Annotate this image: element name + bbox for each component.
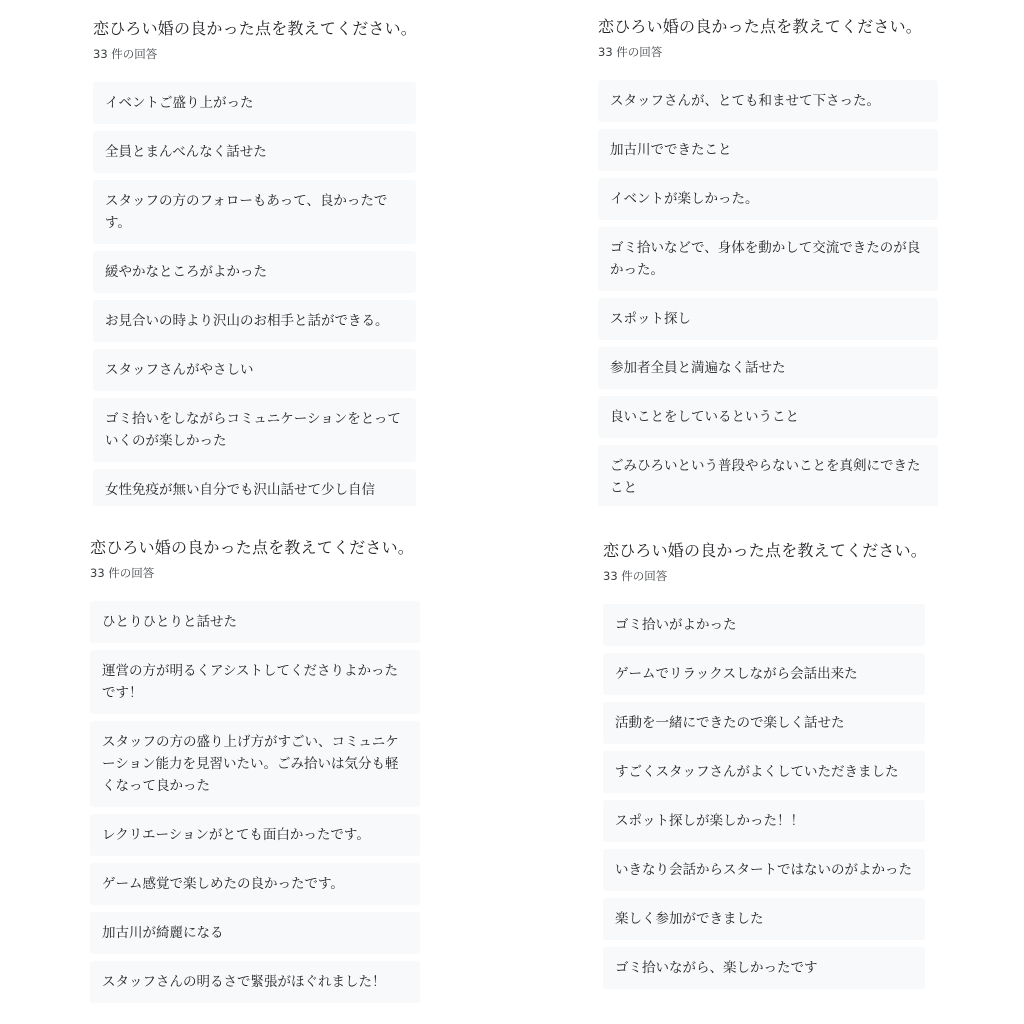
response-panel-bottom-left	[90, 537, 422, 1017]
answer-item: スタッフさんが、とても和ませて下さった。	[598, 80, 938, 122]
answer-item: 楽しく参加ができました	[603, 898, 925, 940]
question-title: 恋ひろい婚の良かった点を教えてください。	[90, 538, 415, 557]
response-count: 33 件の回答	[603, 569, 668, 583]
answer-item: 活動を一緒にできたので楽しく話せた	[603, 702, 925, 744]
question-title: 恋ひろい婚の良かった点を教えてください。	[93, 19, 418, 38]
answer-item: 加古川でできたこと	[598, 129, 938, 171]
answer-item: 運営の方が明るくアシストしてくださりよかったです！	[90, 650, 420, 714]
answer-item: ひとりひとりと話せた	[90, 601, 420, 643]
response-count: 33 件の回答	[90, 566, 155, 580]
answer-item: いきなり会話からスタートではないのがよかった	[603, 849, 925, 891]
answer-item: ゴミ拾いなどで、身体を動かして交流できたのが良かった。	[598, 227, 938, 291]
response-panel-top-left	[93, 18, 419, 506]
answer-item: イベントご盛り上がった	[93, 82, 416, 124]
answer-item: 加古川が綺麗になる	[90, 912, 420, 954]
answer-item: スタッフさんがやさしい	[93, 349, 416, 391]
answer-item: ごみひろいという普段やらないことを真剣にできたこと	[598, 445, 938, 506]
answer-item: 全員とまんべんなく話せた	[93, 131, 416, 173]
response-panel-bottom-right	[603, 540, 929, 1016]
answer-item: お見合いの時より沢山のお相手と話ができる。	[93, 300, 416, 342]
answer-item: スタッフさんの明るさで緊張がほぐれました！	[90, 961, 420, 1003]
answer-list	[603, 604, 929, 989]
answer-item: ゴミ拾いをしながらコミュニケーションをとっていくのが楽しかった	[93, 398, 416, 462]
answer-list	[93, 82, 419, 506]
answer-item: スタッフの方のフォローもあって、良かったです。	[93, 180, 416, 244]
question-title: 恋ひろい婚の良かった点を教えてください。	[598, 17, 923, 36]
answer-item: ゲームでリラックスしながら会話出来た	[603, 653, 925, 695]
question-title: 恋ひろい婚の良かった点を教えてください。	[603, 541, 928, 560]
answer-item: ゴミ拾いながら、楽しかったです	[603, 947, 925, 989]
answer-list	[90, 601, 422, 1003]
answer-item: ゴミ拾いがよかった	[603, 604, 925, 646]
answer-item: 緩やかなところがよかった	[93, 251, 416, 293]
answer-item: 女性免疫が無い自分でも沢山話せて少し自信	[93, 469, 416, 506]
response-count: 33 件の回答	[93, 47, 158, 61]
answer-item: イベントが楽しかった。	[598, 178, 938, 220]
answer-item: すごくスタッフさんがよくしていただきました	[603, 751, 925, 793]
answer-item: スポット探し	[598, 298, 938, 340]
answer-item: スポット探しが楽しかった！！	[603, 800, 925, 842]
response-panel-top-right	[598, 16, 941, 506]
answer-item: スタッフの方の盛り上げ方がすごい、コミュニケーション能力を見習いたい。ごみ拾いは気分も軽くなって良かった	[90, 721, 420, 807]
answer-item: 良いことをしているということ	[598, 396, 938, 438]
answer-item: レクリエーションがとても面白かったです。	[90, 814, 420, 856]
answer-item: ゲーム感覚で楽しめたの良かったです。	[90, 863, 420, 905]
answer-item: 参加者全員と満遍なく話せた	[598, 347, 938, 389]
answer-list	[598, 80, 941, 506]
response-count: 33 件の回答	[598, 45, 663, 59]
